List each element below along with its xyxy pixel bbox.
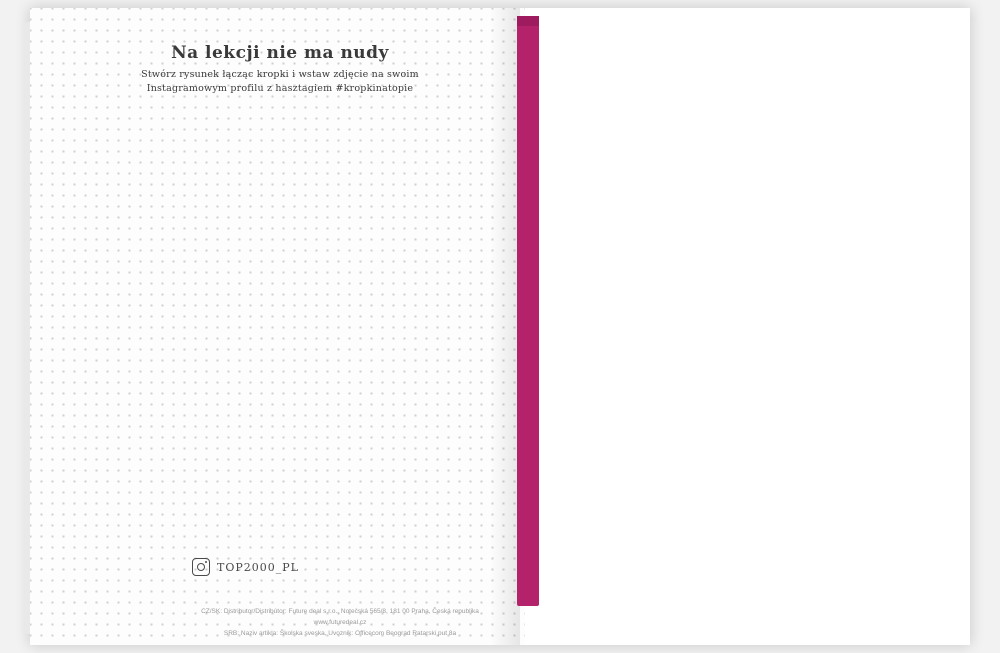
page-title: Na lekcji nie ma nudy [171,43,389,63]
instagram-handle-block[interactable] [192,558,299,576]
notebook-spine [517,16,539,606]
footer-line-1: CZ/SK: Distributor/Distribútor: Future deal s.r.o., Notečská 565/8, 181 00 Praha, Česká republika [201,608,479,615]
page-subtitle-line-1: Stwórz rysunek łącząc kropki i wstaw zdjęcie na swoim [141,69,419,80]
footer-legal [130,606,550,639]
footer-line-2: www.futuredeal.cz [313,619,367,626]
left-page-dotted [30,8,525,645]
instagram-icon [192,558,210,576]
notebook-spine-top [517,16,539,26]
right-page [527,8,970,645]
notebook [30,8,970,645]
page-subtitle-line-2: Instagramowym profilu z hasztagiem #kropkinatopie [146,83,414,94]
footer-line-3: SRB: Naziv artikla: Školska sveska, Uvoznik: Officecom Beograd Ratarski put 8a [223,630,457,637]
headline-block [100,43,460,96]
page-fold-shadow [490,8,520,645]
page-subtitle [100,68,460,96]
instagram-handle: TOP2000_PL [217,560,299,574]
